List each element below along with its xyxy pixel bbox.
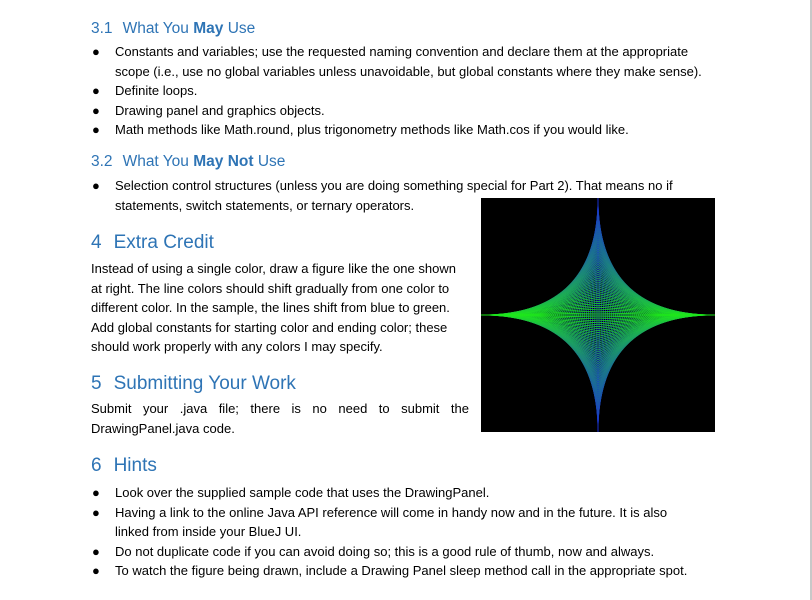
bullet-icon: ● [92,504,100,520]
submitting-paragraph: Submit your .java file; there is no need to submit the DrawingPanel.java code. [91,401,469,436]
heading-number: 6 [91,455,102,476]
bullet-icon: ● [92,83,100,98]
heading-emphasis: May Not [193,153,254,170]
bullet-icon: ● [92,178,100,193]
list-item: ● Constants and variables; use the requested naming convention and declare them at the appropriate scope (i.e., use no global variables unless unavoidable, but global constants where they make sense). [92,44,702,79]
heading-extra-credit [91,232,214,254]
heading-3-2 [91,153,285,171]
figure-line-hidden [481,424,707,432]
heading-3-1 [91,20,255,38]
heading-number: 4 [91,232,102,253]
heading-text: What You [122,20,194,37]
list-item: ● Definite loops. [91,81,702,101]
bullet-icon: ● [92,543,100,559]
heading-text-end: Use [223,20,256,37]
list-item: ● Selection control structures (unless you are doing something special for Part 2). That means no if statements, switch statements, or ternary operators. [92,178,673,213]
bullet-icon: ● [92,102,100,118]
figure-line-hidden [707,198,715,424]
heading-text: What You [122,153,194,170]
bullet-icon: ● [92,44,100,59]
heading-text: Hints [113,455,157,476]
heading-number: 3.1 [91,20,113,37]
string-art-figure [481,198,715,432]
bullet-icon: ● [92,122,100,137]
list-item: ● Look over the supplied sample code that uses the DrawingPanel. [91,483,687,503]
heading-text: Extra Credit [113,232,214,253]
heading-hints [91,455,157,477]
list-item: ● Having a link to the online Java API reference will come in handy now and in the future. It is also linked from inside your BlueJ UI. [92,504,668,539]
sample-figure [481,198,715,432]
heading-emphasis: May [193,20,224,37]
heading-number: 5 [91,373,102,394]
list-item: ● Drawing panel and graphics objects. [91,101,702,121]
may-use-list [91,42,702,140]
bullet-icon: ● [92,485,100,500]
heading-number: 3.2 [91,153,113,170]
list-item: ● To watch the figure being drawn, include a Drawing Panel sleep method call in the appropriate spot. [91,561,687,581]
heading-text: Submitting Your Work [113,373,296,394]
heading-text-end: Use [253,153,286,170]
heading-submitting [91,373,296,395]
hints-list [91,483,687,581]
list-item: ● Do not duplicate code if you can avoid doing so; this is a good rule of thumb, now and always. [91,542,687,562]
list-item: ● Math methods like Math.round, plus trigonometry methods like Math.cos if you would like. [91,120,702,140]
bullet-icon: ● [92,563,100,578]
extra-credit-paragraph: Instead of using a single color, draw a figure like the one shown at right. The line colors should shift gradually from one color to different color. In the sample, the lines shift from blue to green. Add global constants for starting color and ending color; these should work properly with any colors I may specify. [91,261,456,354]
